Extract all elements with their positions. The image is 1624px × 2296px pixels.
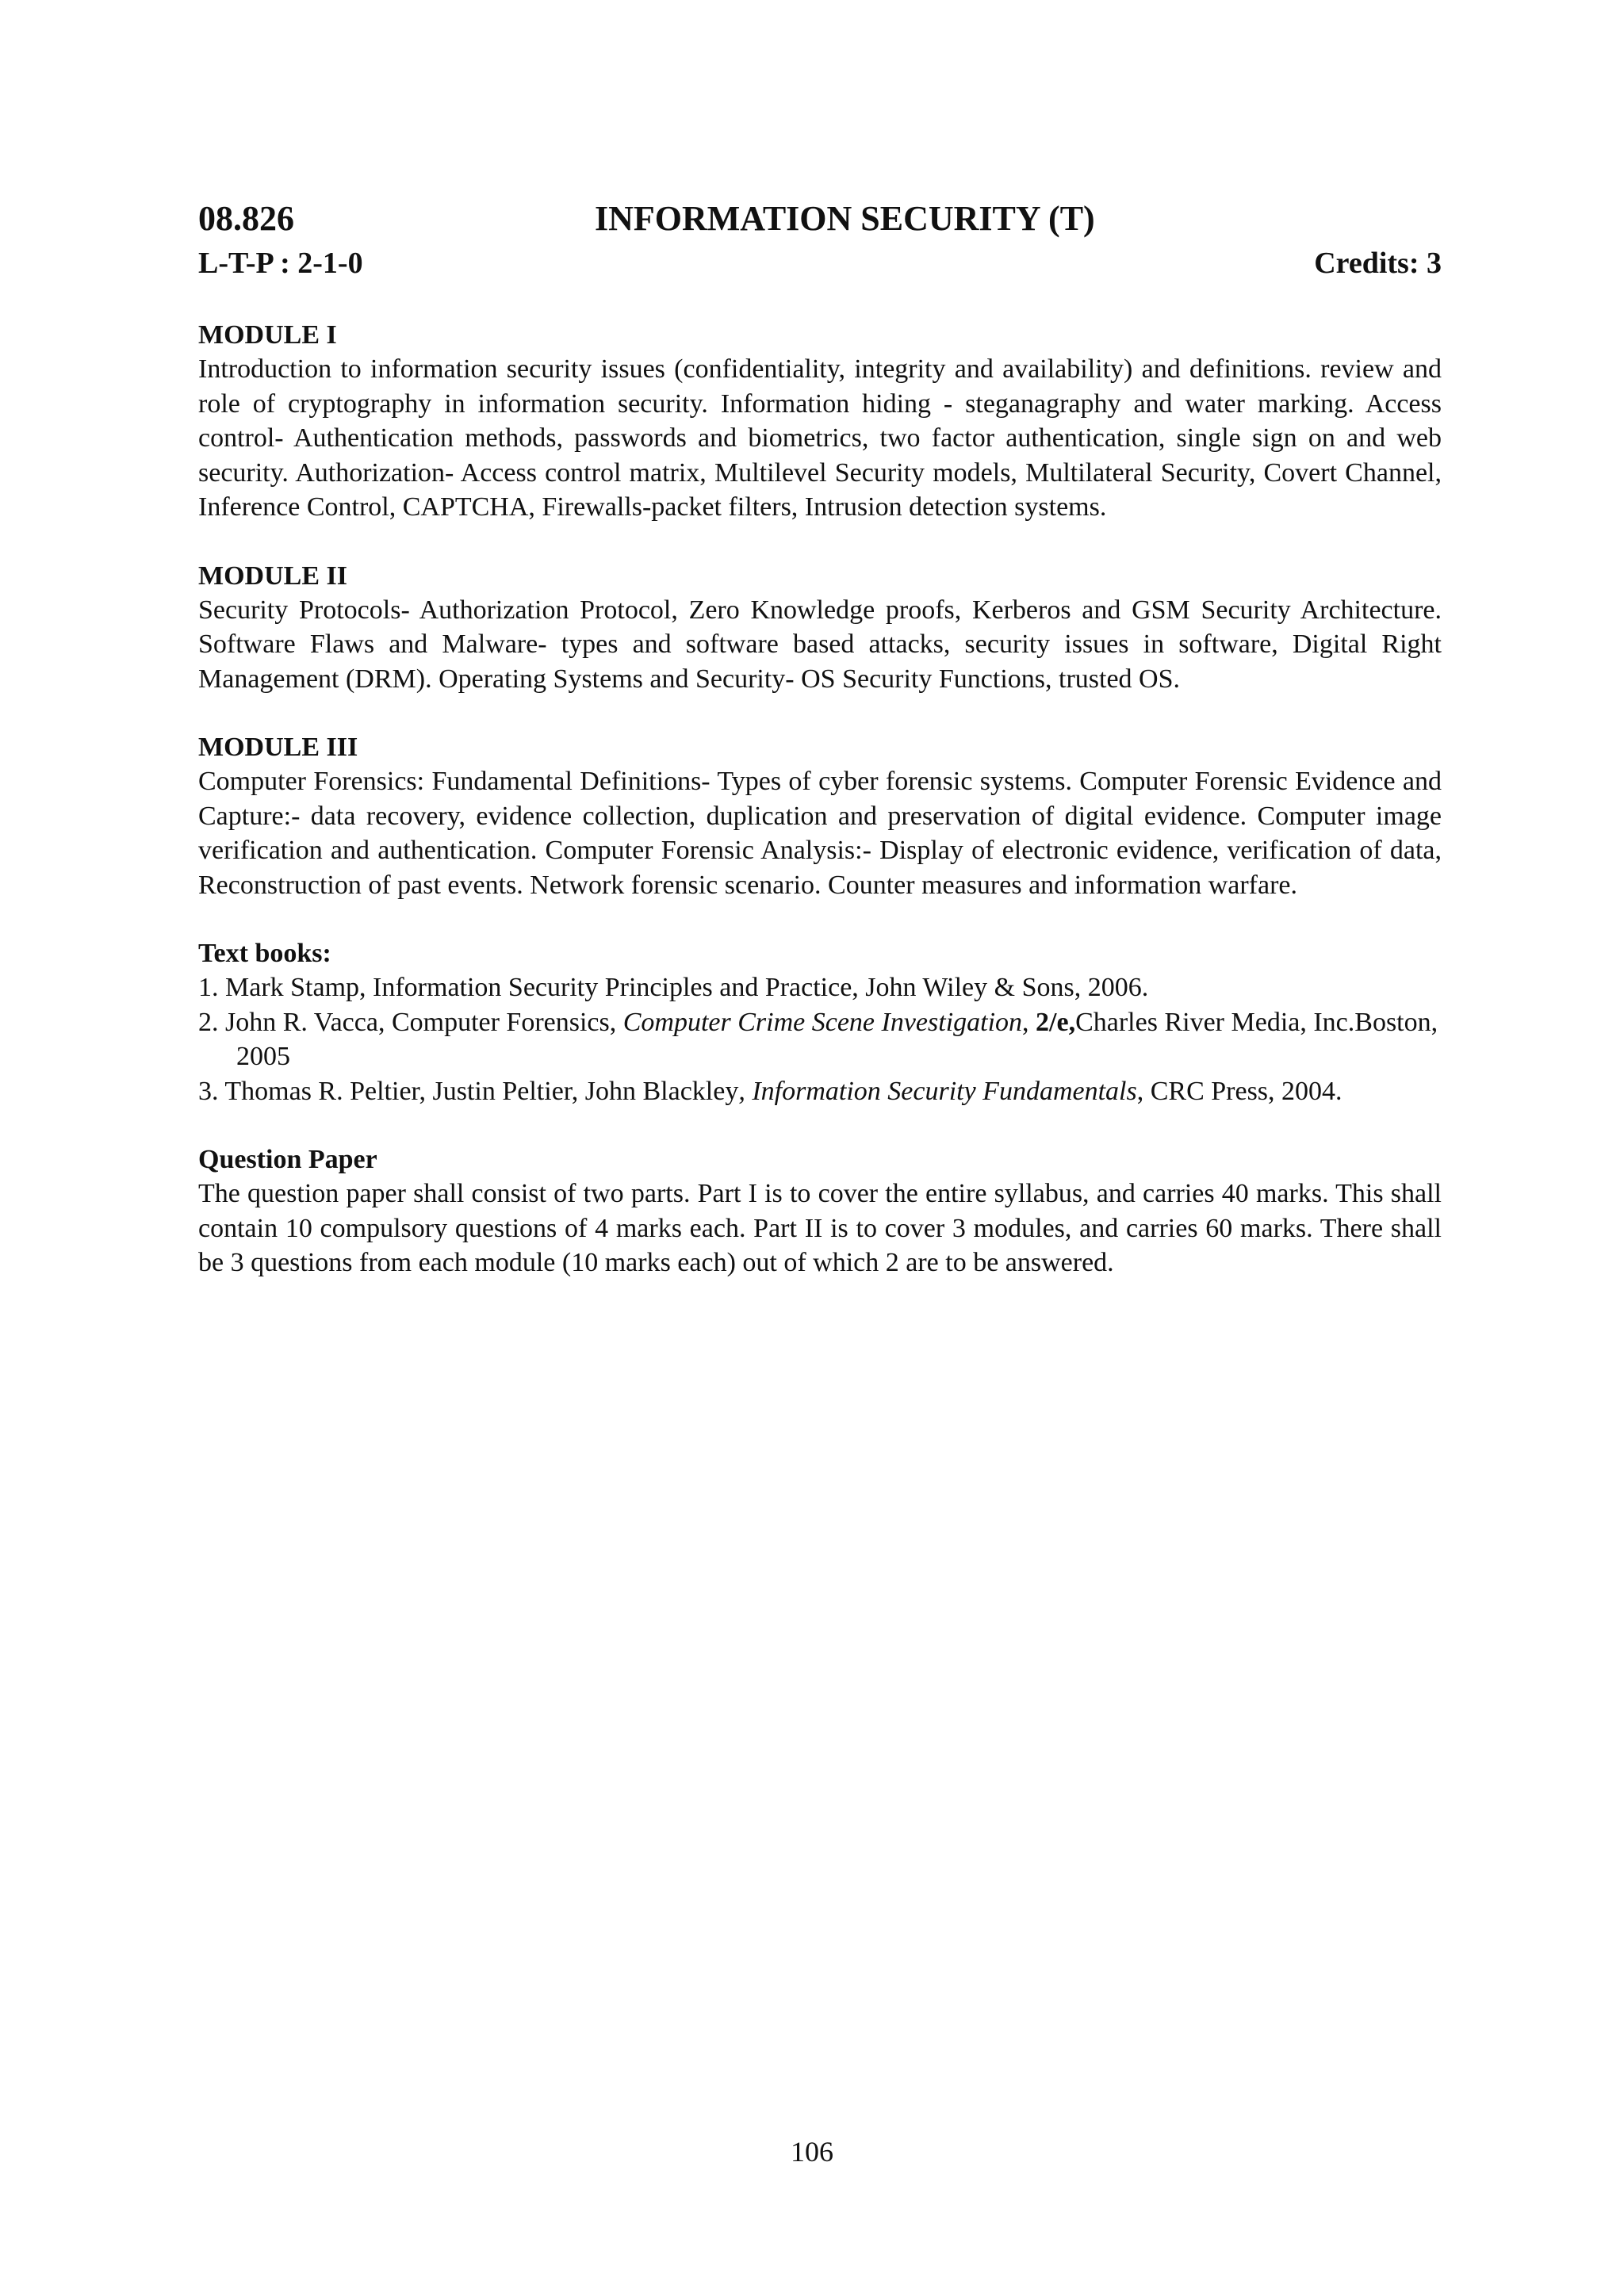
course-code: 08.826 <box>198 199 294 238</box>
module-1-section <box>198 319 1442 525</box>
module-2-section <box>198 560 1442 697</box>
textbook-text: Thomas R. Peltier, Justin Peltier, John Blackley <box>224 1076 739 1106</box>
page-number: 106 <box>791 2136 833 2168</box>
textbook-number: 2. <box>198 1007 219 1037</box>
syllabus-page <box>198 198 1442 1280</box>
textbook-item <box>198 970 1442 1005</box>
module-2-text: Security Protocols- Authorization Protocol, Zero Knowledge proofs, Kerberos and GSM Security Architecture. Software Flaws and Malware- types and software based attacks, security issues in software, Digital Right Management (DRM). Operating Systems and Security- OS Security Functions, trusted OS. <box>198 595 1442 694</box>
question-paper-section <box>198 1143 1442 1280</box>
textbook-publisher: , CRC Press, 2004. <box>1136 1076 1342 1106</box>
module-1-text: Introduction to information security issues (confidentiality, integrity and availability) and definitions. review and role of cryptography in information security. Information hiding - steganagraphy and water marking. Access control- Authentication methods, passwords and biometrics, two factor authentication, single sign on and web security. Authorization- Access control matrix, Multilevel Security models, Multilateral Security, Covert Channel, Inference Control, CAPTCHA, Firewalls-packet filters, Intrusion detection systems. <box>198 354 1442 522</box>
module-3-section <box>198 731 1442 902</box>
textbook-number: 1. <box>198 973 219 1002</box>
ltp-label: L-T-P : 2-1-0 <box>198 247 363 280</box>
textbook-item <box>198 1074 1442 1109</box>
textbook-edition: 2/e, <box>1036 1007 1076 1037</box>
module-3-text: Computer Forensics: Fundamental Definitions- Types of cyber forensic systems. Computer Forensic Evidence and Capture:- data recovery, evidence collection, duplication and preservation of digital evidence. Computer image verification and authentication. Computer Forensic Analysis:- Display of electronic evidence, verification of data, Reconstruction of past events. Network forensic scenario. Counter measures and information warfare. <box>198 767 1442 900</box>
course-title: INFORMATION SECURITY (T) <box>595 199 1095 238</box>
textbook-subtitle: Computer Crime Scene Investigation <box>622 1007 1023 1037</box>
textbook-text: Mark Stamp, Information Security Principles and Practice, John Wiley & Sons, 2006. <box>225 973 1149 1002</box>
module-1-heading: MODULE I <box>198 320 337 350</box>
textbook-list <box>198 970 1442 1108</box>
textbook-text: John R. Vacca, Computer Forensics, <box>225 1007 623 1037</box>
textbook-item: 2. John R. Vacca, Computer Forensics, Computer Crime Scene Investigation, 2/e,Charles River Media, Inc.Boston, 2005 <box>198 1007 1438 1071</box>
question-paper-text: The question paper shall consist of two parts. Part I is to cover the entire syllabus, and carries 40 marks. This shall contain 10 compulsory questions of 4 marks each. Part II is to cover 3 modules, and carries 60 marks. There shall be 3 questions from each module (10 marks each) out of which 2 are to be answered. <box>198 1179 1442 1277</box>
textbook-title: , Information Security Fundamentals <box>738 1076 1137 1106</box>
module-2-heading: MODULE II <box>198 561 347 591</box>
credits-label: Credits: 3 <box>1314 247 1442 280</box>
textbook-publisher: Charles River Media, Inc.Boston, 2005 <box>236 1007 1438 1071</box>
course-header <box>198 198 1442 246</box>
question-paper-heading: Question Paper <box>198 1145 377 1174</box>
textbooks-section <box>198 937 1442 1108</box>
textbook-number: 3. <box>198 1076 219 1106</box>
textbooks-heading: Text books: <box>198 939 331 968</box>
course-meta <box>198 246 1442 284</box>
module-3-heading: MODULE III <box>198 733 358 762</box>
